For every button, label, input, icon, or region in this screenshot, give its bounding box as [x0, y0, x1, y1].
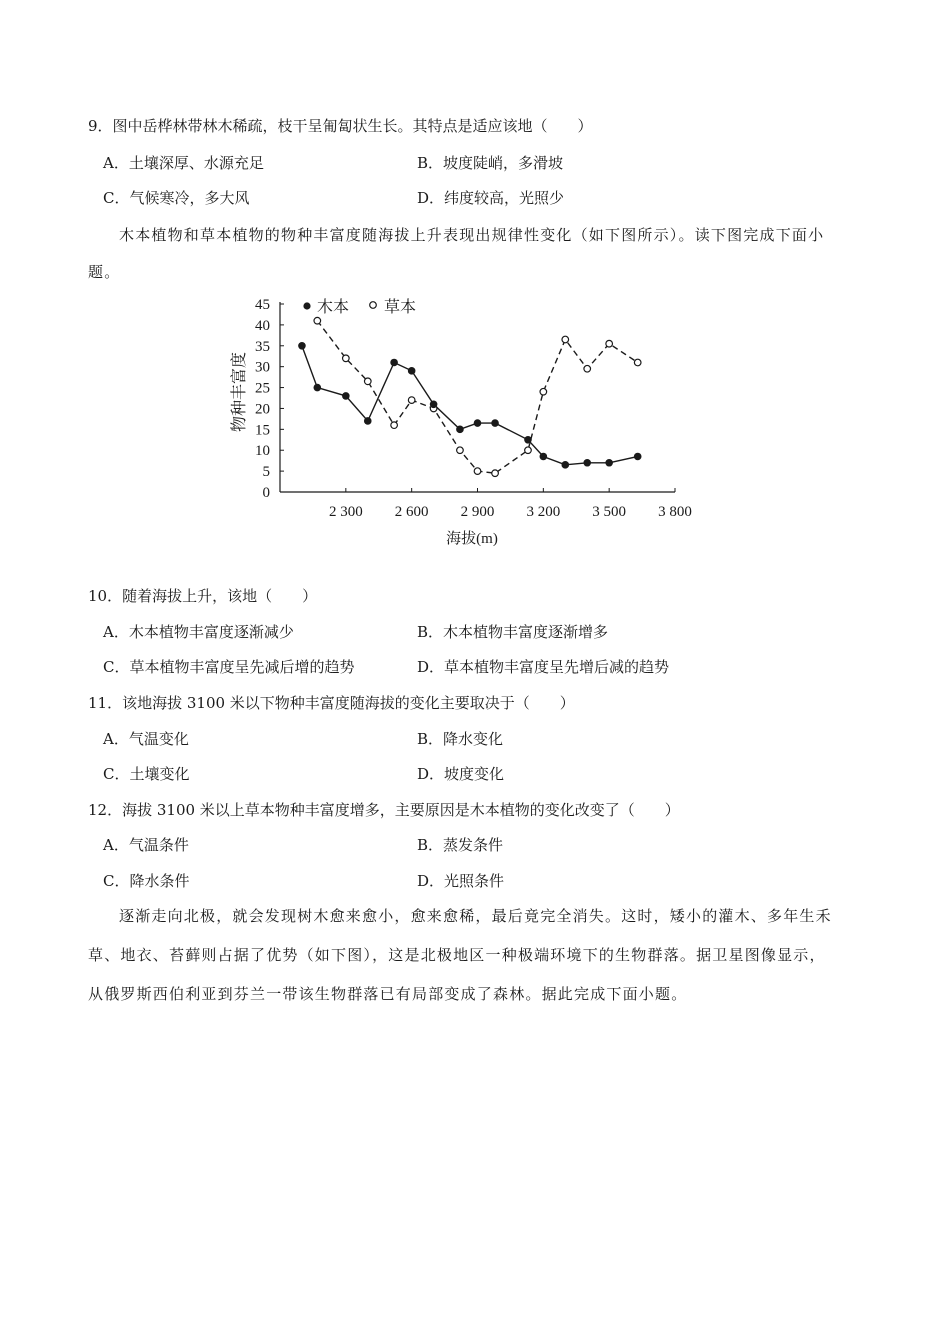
q10-option-d: D．草本植物丰富度呈先增后减的趋势 — [417, 658, 670, 676]
herb-point — [584, 365, 591, 372]
y-tick-label: 35 — [255, 338, 270, 355]
x-tick-label: 2 900 — [460, 504, 495, 520]
herb-point — [562, 336, 569, 343]
herb-point — [634, 359, 641, 366]
q11-option-d: D．坡度变化 — [417, 765, 505, 783]
woody-point — [605, 459, 613, 467]
herb-point — [408, 397, 415, 404]
intro1-line2: 题。 — [88, 263, 121, 281]
legend-herb-marker — [370, 302, 377, 309]
y-tick-label: 40 — [255, 317, 270, 334]
y-tick-label: 15 — [255, 422, 270, 439]
series-lines — [302, 321, 638, 474]
woody-point — [540, 453, 548, 461]
woody-series-line — [302, 346, 638, 465]
q11-option-a: A．气温变化 — [103, 730, 189, 748]
woody-point — [364, 417, 372, 425]
chart-axes — [280, 302, 675, 492]
herb-point — [606, 340, 613, 347]
intro2-line3: 从俄罗斯西伯利亚到芬兰一带该生物群落已有局部变成了森林。据此完成下面小题。 — [88, 985, 688, 1003]
woody-point — [408, 367, 416, 375]
q12-option-b: B．蒸发条件 — [417, 836, 504, 854]
woody-point — [634, 453, 642, 461]
woody-point — [342, 392, 350, 400]
q9-option-b: B．坡度陡峭，多滑坡 — [417, 154, 564, 172]
q12-option-d: D．光照条件 — [417, 872, 505, 890]
q10-option-b: B．木本植物丰富度逐渐增多 — [417, 623, 609, 641]
legend-woody-label: 木本 — [317, 299, 350, 316]
q12-stem: 12．海拔 3100 米以上草本物种丰富度增多，主要原因是木本植物的变化改变了（ ） — [88, 801, 680, 819]
q9-option-c: C．气候寒冷，多大风 — [103, 189, 250, 207]
y-tick-label: 45 — [255, 297, 270, 313]
woody-point — [314, 384, 322, 392]
x-tick-label: 3 800 — [658, 504, 692, 520]
q11-option-c: C．土壤变化 — [103, 765, 190, 783]
herb-point — [364, 378, 371, 385]
q10-option-c: C．草本植物丰富度呈先减后增的趋势 — [103, 658, 355, 676]
q11-stem: 11．该地海拔 3100 米以下物种丰富度随海拔的变化主要取决于（ ） — [88, 694, 575, 712]
herb-point — [391, 422, 398, 429]
woody-point — [491, 419, 499, 427]
y-tick-label: 0 — [262, 485, 270, 501]
y-tick-label: 25 — [255, 380, 270, 397]
legend-herb-label: 草本 — [384, 299, 417, 316]
series-points — [298, 317, 641, 476]
herb-point — [343, 355, 350, 362]
y-tick-label: 20 — [255, 401, 270, 418]
species-richness-chart — [222, 292, 702, 552]
woody-point — [474, 419, 482, 427]
x-tick-label: 2 600 — [394, 504, 429, 520]
woody-point — [430, 400, 438, 408]
herb-point — [492, 470, 499, 477]
q9-option-d: D．纬度较高，光照少 — [417, 189, 565, 207]
q12-option-c: C．降水条件 — [103, 872, 190, 890]
intro2-line2: 草、地衣、苔藓则占据了优势（如下图），这是北极地区一种极端环境下的生物群落。据卫星图像显示， — [88, 946, 826, 964]
x-tick-labels — [329, 504, 692, 520]
herb-point — [314, 317, 321, 324]
x-axis-label: 海拔(m) — [446, 531, 498, 547]
herb-point — [525, 447, 532, 454]
chart-legend — [303, 297, 416, 316]
y-tick-label: 5 — [262, 464, 270, 481]
y-tick-label: 30 — [255, 359, 270, 376]
x-tick-label: 2 300 — [328, 504, 363, 520]
q9-option-a: A．土壤深厚、水源充足 — [103, 154, 264, 172]
y-tick-labels — [255, 297, 270, 501]
intro2-line1: 逐渐走向北极，就会发现树木愈来愈小，愈来愈稀，最后竟完全消失。这时，矮小的灌木、多年生禾 — [119, 907, 832, 925]
woody-point — [561, 461, 569, 469]
herb-point — [457, 447, 464, 454]
q11-option-b: B．降水变化 — [417, 730, 504, 748]
woody-point — [456, 426, 464, 434]
intro1-line1: 木本植物和草本植物的物种丰富度随海拔上升表现出规律性变化（如下图所示）。读下图完成下面小 — [119, 226, 825, 244]
woody-point — [524, 436, 532, 444]
woody-point — [390, 359, 398, 367]
y-axis-label: 物种丰富度 — [231, 351, 248, 433]
woody-point — [298, 342, 306, 350]
y-tick-label: 10 — [255, 443, 270, 460]
q9-stem: 9．图中岳桦林带林木稀疏，枝干呈匍匐状生长。其特点是适应该地（ ） — [88, 117, 593, 135]
q10-stem: 10．随着海拔上升，该地（ ） — [88, 587, 318, 605]
herb-series-line — [317, 321, 637, 474]
q12-option-a: A．气温条件 — [103, 836, 189, 854]
q10-option-a: A．木本植物丰富度逐渐减少 — [103, 623, 294, 641]
herb-point — [474, 468, 481, 475]
x-tick-label: 3 500 — [592, 504, 627, 520]
woody-point — [583, 459, 591, 467]
herb-point — [540, 388, 547, 395]
legend-woody-marker — [303, 302, 310, 309]
x-tick-label: 3 200 — [526, 504, 561, 520]
